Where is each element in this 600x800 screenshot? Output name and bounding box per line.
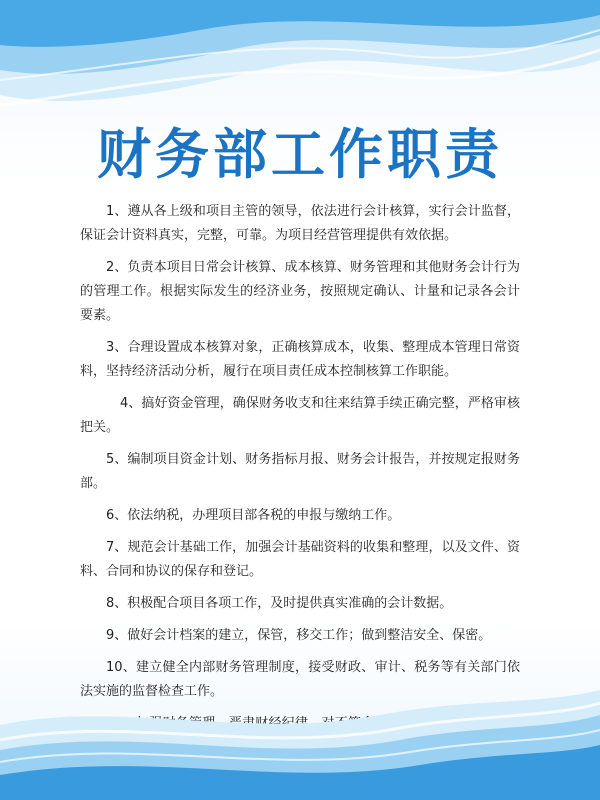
page-title: 财务部工作职责 xyxy=(97,123,503,186)
duty-item-4: 4、搞好资金管理，确保财务收支和往来结算手续正确完整，严格审核把关。 xyxy=(80,396,520,435)
duty-item-7: 7、规范会计基础工作，加强会计基础资料的收集和整理，以及文件、资料、合同和协议的保存和登记。 xyxy=(80,540,520,579)
duty-item-5: 5、编制项目资金计划、财务指标月报、财务会计报告，并按规定报财务部。 xyxy=(80,452,520,491)
duty-item-3: 3、合理设置成本核算对象，正确核算成本，收集、整理成本管理日常资料，坚持经济活动分析，履行在项目责任成本控制核算工作职能。 xyxy=(80,340,520,379)
duty-item-2: 2、负责本项目日常会计核算、成本核算、财务管理和其他财务会计行为的管理工作。根据实际发生的经济业务，按照规定确认、计量和记录各会计要素。 xyxy=(80,260,520,323)
bottom-wave-decoration xyxy=(0,670,600,800)
duty-item-6: 6、依法纳税，办理项目部各税的申报与缴纳工作。 xyxy=(106,508,401,523)
duty-item-8: 8、积极配合项目各项工作，及时提供真实准确的会计数据。 xyxy=(106,596,453,611)
duty-item-9: 9、做好会计档案的建立，保管，移交工作；做到整洁安全、保密。 xyxy=(106,628,492,643)
duty-item-10: 10、建立健全内部财务管理制度，接受财政、审计、税务等有关部门依法实施的监督检查工作。 xyxy=(80,660,520,699)
duty-item-1: 1、遵从各上级和项目主管的领导，依法进行会计核算，实行会计监督，保证会计资料真实，完整，可靠。为项目经营管理提供有效依据。 xyxy=(80,204,520,243)
